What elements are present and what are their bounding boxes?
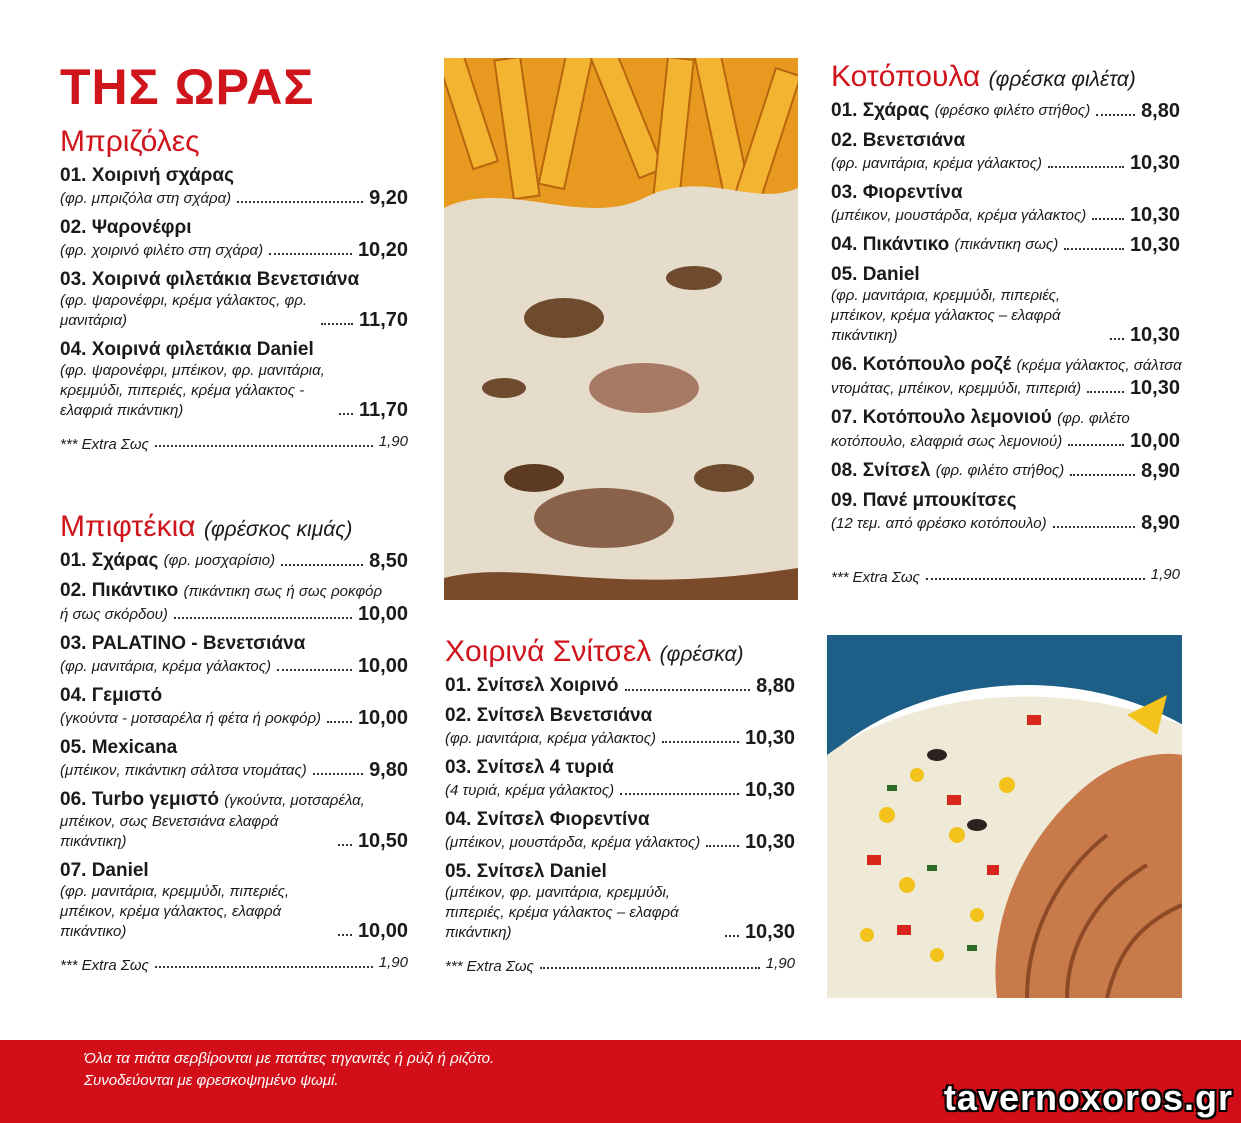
section-title: Χοιρινά Σνίτσελ (φρέσκα) — [445, 635, 744, 668]
extra-sauce — [60, 952, 408, 974]
menu-item — [831, 182, 1180, 226]
item-price: 10,00 — [1129, 430, 1180, 452]
menu-item — [831, 130, 1180, 174]
item-desc: (φρ. φιλέτο στήθος) — [935, 462, 1065, 479]
menu-item — [60, 737, 408, 781]
item-desc: (φρ. χοιρινό φιλέτο στη σχάρα) — [60, 242, 264, 259]
item-name: 03. Χοιρινά φιλετάκια Βενετσιάνα — [60, 269, 360, 290]
menu-item — [831, 490, 1180, 534]
item-price: 10,00 — [357, 920, 408, 942]
item-name: 04. Χοιρινά φιλετάκια Daniel — [60, 339, 314, 360]
item-desc: (φρ. μπριζόλα στη σχάρα) — [60, 190, 232, 207]
section-snitsel — [445, 635, 795, 975]
item-price: 10,50 — [357, 830, 408, 852]
item-price: 10,30 — [1129, 377, 1180, 399]
item-desc: μπέικον, σως Βενετσιάνα ελαφρά πικάντικη) — [60, 813, 279, 850]
section-brizoles — [60, 125, 408, 453]
item-desc: (φρ. ψαρονέφρι, κρέμα γάλακτος, φρ. μανιτάρια) — [60, 292, 308, 329]
item-name: 06. Κοτόπουλο ροζέ — [831, 354, 1012, 375]
item-name: 03. Φιορεντίνα — [831, 182, 963, 203]
section-title: Κοτόπουλα (φρέσκα φιλέτα) — [831, 60, 1136, 93]
item-price: 10,00 — [357, 655, 408, 677]
menu-item — [831, 460, 1180, 482]
item-price: 10,30 — [1129, 324, 1180, 346]
section-subtitle: (φρέσκα) — [659, 643, 744, 666]
footer-line: Συνοδεύονται με φρεσκοψημένο ψωμί. — [84, 1072, 339, 1089]
item-price: 10,20 — [357, 239, 408, 261]
item-price: 10,30 — [744, 779, 795, 801]
item-price: 8,80 — [756, 675, 795, 697]
section-biftekia — [60, 510, 408, 974]
item-name: 05. Daniel — [831, 264, 920, 285]
section-kotopoula — [831, 60, 1180, 586]
section-subtitle: (φρέσκα φιλέτα) — [988, 68, 1136, 91]
item-price: 10,30 — [1129, 204, 1180, 226]
food-photo-steak — [444, 58, 798, 600]
item-desc: ή σως σκόρδου) — [60, 606, 168, 623]
extra-sauce — [445, 953, 795, 975]
item-desc: (μπέικον, μουστάρδα, κρέμα γάλακτος) — [831, 207, 1087, 224]
menu-item — [831, 234, 1180, 256]
menu-item — [60, 550, 408, 572]
item-desc: (πικάντικη σως ή σως ροκφόρ — [183, 583, 383, 600]
menu-item — [60, 339, 408, 421]
item-desc: (φρ. μανιτάρια, κρεμμύδι, πιπεριές, μπέικον, κρέμα γάλακτος, ελαφρά πικάντικο) — [60, 883, 290, 940]
item-name: 05. Σνίτσελ Daniel — [445, 861, 607, 882]
menu-item — [60, 269, 408, 331]
item-name: 02. Ψαρονέφρι — [60, 217, 192, 238]
item-desc: (μπέικον, φρ. μανιτάρια, κρεμμύδι, πιπεριές, κρέμα γάλακτος – ελαφρά πικάντικη) — [445, 884, 679, 941]
menu-item — [60, 789, 408, 852]
menu-item — [60, 860, 408, 942]
item-desc: (φρ. φιλέτο — [1057, 410, 1130, 427]
item-name: 02. Βενετσιάνα — [831, 130, 966, 151]
footer-line: Όλα τα πιάτα σερβίρονται με πατάτες τηγανιτές ή ρύζι ή ριζότο. — [84, 1050, 495, 1067]
item-price: 9,80 — [369, 759, 408, 781]
item-desc: (μπέικον, πικάντικη σάλτσα ντομάτας) — [60, 762, 307, 779]
item-name: 08. Σνίτσελ — [831, 460, 931, 481]
item-desc: (φρέσκο φιλέτο στήθος) — [934, 102, 1091, 119]
item-name: 03. Σνίτσελ 4 τυριά — [445, 757, 614, 778]
item-desc: (φρ. μανιτάρια, κρέμα γάλακτος) — [831, 155, 1043, 172]
item-price: 11,70 — [359, 399, 408, 421]
extra-price: 1,90 — [1150, 566, 1180, 583]
section-title: Μπριζόλες — [60, 125, 200, 158]
menu-item — [445, 861, 795, 943]
item-desc: (φρ. μανιτάρια, κρέμα γάλακτος) — [445, 730, 657, 747]
menu-item — [60, 685, 408, 729]
item-price: 10,30 — [744, 831, 795, 853]
item-name: 06. Turbo γεμιστό — [60, 789, 219, 810]
item-desc: (φρ. μανιτάρια, κρεμμύδι, πιπεριές, μπέικον, κρέμα γάλακτος – ελαφρά πικάντικη) — [831, 287, 1061, 344]
item-name: 05. Mexicana — [60, 737, 178, 758]
item-desc: (κρέμα γάλακτος, σάλτσα — [1016, 357, 1182, 374]
extra-label: *** Extra Σως — [445, 958, 534, 975]
item-desc: ντομάτας, μπέικον, κρεμμύδι, πιπεριά) — [831, 380, 1082, 397]
item-desc: (μπέικον, μουστάρδα, κρέμα γάλακτος) — [445, 834, 701, 851]
menu-item — [60, 165, 408, 209]
section-title: Μπιφτέκια (φρέσκος κιμάς) — [60, 510, 353, 543]
item-name: 01. Χοιρινή σχάρας — [60, 165, 234, 186]
section-subtitle: (φρέσκος κιμάς) — [203, 518, 353, 541]
menu-item — [831, 354, 1180, 399]
item-price: 10,30 — [744, 921, 795, 943]
item-name: 02. Πικάντικο — [60, 580, 179, 601]
item-desc: (12 τεμ. από φρέσκο κοτόπουλο) — [831, 515, 1047, 532]
menu-item — [60, 580, 408, 625]
item-name: 07. Daniel — [60, 860, 149, 881]
item-price: 8,90 — [1141, 460, 1180, 482]
item-desc: (γκούντα, μοτσαρέλα, — [224, 792, 365, 809]
extra-price: 1,90 — [378, 433, 408, 450]
extra-price: 1,90 — [765, 955, 795, 972]
item-name: 04. Σνίτσελ Φιορεντίνα — [445, 809, 650, 830]
item-price: 10,00 — [357, 707, 408, 729]
item-name: 04. Πικάντικο — [831, 234, 950, 255]
footer-bar — [0, 1040, 1241, 1123]
extra-label: *** Extra Σως — [60, 436, 149, 453]
extra-price: 1,90 — [378, 954, 408, 971]
food-photo-chicken — [827, 635, 1182, 998]
menu-title: ΤΗΣ ΩΡΑΣ — [60, 59, 315, 115]
menu-item — [831, 264, 1180, 346]
item-name: 03. PALATINO - Βενετσιάνα — [60, 633, 306, 654]
item-price: 9,20 — [369, 187, 408, 209]
extra-sauce — [831, 564, 1180, 586]
item-price: 10,00 — [357, 603, 408, 625]
menu-item — [445, 705, 795, 749]
item-name: 01. Σνίτσελ Χοιρινό — [445, 675, 619, 696]
item-desc: (φρ. μανιτάρια, κρέμα γάλακτος) — [60, 658, 272, 675]
item-name: 09. Πανέ μπουκίτσες — [831, 490, 1017, 511]
item-desc: (φρ. μοσχαρίσιο) — [163, 552, 276, 569]
item-price: 10,30 — [744, 727, 795, 749]
item-price: 8,80 — [1141, 100, 1180, 122]
footer-note — [84, 1048, 494, 1092]
menu-item — [445, 675, 795, 697]
item-desc: (φρ. ψαρονέφρι, μπέικον, φρ. μανιτάρια, κρεμμύδι, πιπεριές, κρέμα γάλακτος - ελαφριά πικάντικη) — [60, 362, 325, 419]
item-name: 04. Γεμιστό — [60, 685, 163, 706]
item-desc: κοτόπουλο, ελαφριά σως λεμονιού) — [831, 433, 1063, 450]
item-price: 10,30 — [1129, 234, 1180, 256]
item-name: 01. Σχάρας — [831, 100, 930, 121]
item-price: 11,70 — [359, 309, 408, 331]
item-name: 01. Σχάρας — [60, 550, 159, 571]
menu-item — [831, 100, 1180, 122]
item-desc: (γκούντα - μοτσαρέλα ή φέτα ή ροκφόρ) — [60, 710, 322, 727]
item-name: 07. Κοτόπουλο λεμονιού — [831, 407, 1052, 428]
menu-item — [445, 757, 795, 801]
site-logo: tavernoxoros.gr — [943, 1077, 1233, 1118]
item-price: 8,50 — [369, 550, 408, 572]
menu-item — [445, 809, 795, 853]
menu-item — [60, 633, 408, 677]
item-price: 8,90 — [1141, 512, 1180, 534]
extra-sauce — [60, 431, 408, 453]
item-name: 02. Σνίτσελ Βενετσιάνα — [445, 705, 653, 726]
item-desc: (πικάντικη σως) — [954, 236, 1059, 253]
extra-label: *** Extra Σως — [60, 957, 149, 974]
item-price: 10,30 — [1129, 152, 1180, 174]
menu-item — [831, 407, 1180, 452]
menu-item — [60, 217, 408, 261]
item-desc: (4 τυριά, κρέμα γάλακτος) — [445, 782, 615, 799]
extra-label: *** Extra Σως — [831, 569, 920, 586]
